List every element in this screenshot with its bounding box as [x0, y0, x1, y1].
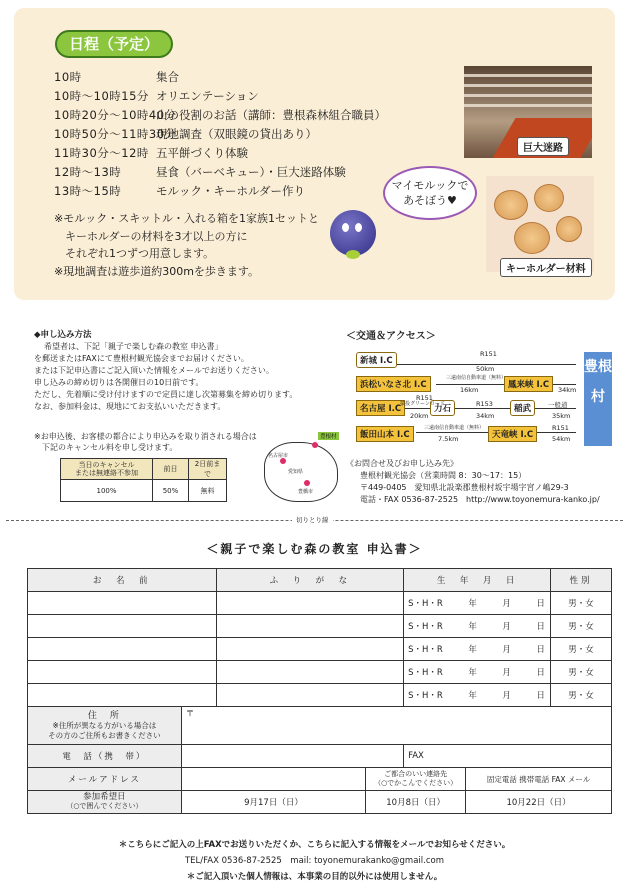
cut-line-label: 切りとり線	[292, 515, 333, 524]
address-field[interactable]: 〒	[181, 707, 611, 745]
name-field[interactable]	[28, 684, 217, 707]
access-title: ＜交通＆アクセス＞	[346, 331, 436, 342]
keyholder-photo-caption: キーホルダー材料	[500, 258, 592, 277]
email-label: メールアドレス	[28, 768, 182, 791]
name-field[interactable]	[28, 661, 217, 684]
schedule-item: 10時〜10時15分 オリエンテーション	[54, 89, 259, 103]
schedule-item: 13時〜15時 モルック・キーホルダー作り	[54, 184, 306, 198]
schedule-notes: ※モルック・スキットル・入れる箱を1家族1セットと キーホルダーの材料を3才以上の方に それぞれ1つずつ用意します。 ※現地調査は遊歩道約300mを歩きます。	[54, 212, 319, 278]
date-option-2[interactable]: 10月8日（日）	[366, 791, 466, 814]
name-field[interactable]	[28, 592, 217, 615]
cancel-fee-table: 当日のキャンセル または無連絡不参加 前日 2日前まで 100% 50% 無料	[60, 458, 227, 502]
table-row	[28, 791, 612, 814]
address-label: 住 所 ※住所が異なる方がいる場合は その方のご住所もお書きください	[28, 707, 182, 745]
leaf-icon	[346, 250, 360, 259]
cancel-note: ※お申込後、お客様の都合により申込みを取り消される場合は 下記のキャンセル料を申し受けます。	[34, 432, 257, 452]
furigana-field[interactable]	[216, 615, 404, 638]
contact-info: 《お問合せ及びお申し込み先》 豊根村観光協会（営業時間 8：30〜17：15） 〒449-0405 愛知県北設楽郡豊根村坂宇場字宮ノ嶋29-3 電話・FAX 0536-87-2525 http://www.toyonemura-kanko.jp/	[346, 459, 600, 504]
furigana-field[interactable]	[216, 661, 404, 684]
table-row	[28, 638, 612, 661]
schedule-item: 12時〜13時 昼食（バーベキュー）・巨大迷路体験	[54, 165, 346, 179]
aichi-map: 豊根村 名古屋市 豊橋市 愛知県	[258, 436, 342, 504]
name-field[interactable]	[28, 615, 217, 638]
phone-label: 電 話（携 帯）	[28, 745, 182, 768]
name-field[interactable]	[28, 638, 217, 661]
schedule-item: 10時20分〜10時40分山の役割のお話（講師：豊根森林組合職員）	[54, 108, 386, 122]
date-option-1[interactable]: 9月17日（日）	[181, 791, 365, 814]
sex-field[interactable]: 男・女	[551, 684, 612, 707]
schedule-list	[54, 68, 386, 201]
table-row	[28, 615, 612, 638]
table-row	[28, 592, 612, 615]
table-row	[28, 768, 612, 791]
application-method: ◆申し込み方法 希望者は、下記「親子で楽しむ森の教室 申込書」 を郵送またはFAXにて豊根村観光協会までお届けください。 または下記申込書にご記入頂いた情報をメールでお送りください。 申し込みの締め切りは各開催日の10日前です。 ただし、先着順に受け付けますので定員に達し次第募集を締め切ります。 なお、参加料金は、現地にてお支払いいただきます。	[34, 329, 334, 413]
contact-pref-options[interactable]: 固定電話 携帯電話 FAX メール	[466, 768, 612, 791]
furigana-field[interactable]	[216, 592, 404, 615]
birthdate-field[interactable]: S・H・R 年 月 日	[404, 661, 551, 684]
birthdate-field[interactable]: S・H・R 年 月 日	[404, 615, 551, 638]
furigana-field[interactable]	[216, 638, 404, 661]
village-label: 豊根村	[584, 352, 612, 446]
email-field[interactable]	[181, 768, 365, 791]
birthdate-field[interactable]: S・H・R 年 月 日	[404, 638, 551, 661]
date-option-3[interactable]: 10月22日（日）	[466, 791, 612, 814]
map-tag: 豊根村	[320, 434, 337, 440]
application-form: お 名 前 ふ り が な 生 年 月 日 性別 S・H・R 年 月 日 男・女 S・H・R 年 月 日 男・女 S・H・R 年 月 日 男・女 S・H・R 年 月 日 男・女 S・H・R 年 月 日 男・女 住 所 ※住所が異なる方がいる場合は その方のご住所もお書きください 〒 電 話（携 帯） FAX メールアドレス ご都合のいい連絡先 （○でかこんでください） 固定電話 携帯電話 FAX メール 参加希望日 （○で囲んでください） 9月17日（日） 10月8日（日） 10月22日（日）	[27, 568, 612, 814]
schedule-item: 10時50分〜11時30分現地調査（双眼鏡の貸出あり）	[54, 127, 317, 141]
schedule-item: 10時 集合	[54, 70, 179, 84]
phone-field[interactable]	[181, 745, 403, 768]
sex-field[interactable]: 男・女	[551, 638, 612, 661]
contact-pref-label: ご都合のいい連絡先 （○でかこんでください）	[366, 768, 466, 791]
sex-field[interactable]: 男・女	[551, 615, 612, 638]
table-row	[28, 745, 612, 768]
sex-field[interactable]: 男・女	[551, 592, 612, 615]
schedule-title: 日程（予定）	[55, 30, 173, 58]
birthdate-field[interactable]: S・H・R 年 月 日	[404, 684, 551, 707]
application-heading: ◆申し込み方法	[34, 330, 92, 340]
form-title: ＜親子で楽しむ森の教室 申込書＞	[206, 542, 423, 556]
table-row	[28, 707, 612, 745]
maze-photo-caption: 巨大迷路	[517, 137, 569, 156]
table-row	[28, 661, 612, 684]
footer-instruction: ＊こちらにご記入の上FAXでお送りいただくか、こちらに記入する情報をメールでお知らせください。	[118, 840, 511, 850]
access-route-map: 新城 I.C 浜松いなさ北 I.C 鳳来峡 I.C 名古屋 I.C 力石 稲武 飯田山本 I.C 天竜峡 I.C R151 50km 三遠南信自動車道（無料） 16km 34km 猿投グリーンロード 20km R153 34km 一般道 35km 三遠南信自動車道（無料） 7.5km R151 54km R151	[356, 350, 576, 450]
birthdate-field[interactable]: S・H・R 年 月 日	[404, 592, 551, 615]
speech-bubble: マイモルックで あそぼう♥	[383, 166, 477, 220]
table-row	[28, 684, 612, 707]
fax-field[interactable]: FAX	[404, 745, 612, 768]
sex-field[interactable]: 男・女	[551, 661, 612, 684]
furigana-field[interactable]	[216, 684, 404, 707]
footer-privacy: ＊ご記入頂いた個人情報は、本事業の目的以外には使用しません。	[186, 872, 443, 882]
date-label: 参加希望日 （○で囲んでください）	[28, 791, 182, 814]
schedule-item: 11時30分〜12時 五平餅づくり体験	[54, 146, 248, 160]
footer-contact[interactable]: TEL/FAX 0536-87-2525 mail: toyonemurakanko@gmail.com	[184, 856, 444, 866]
